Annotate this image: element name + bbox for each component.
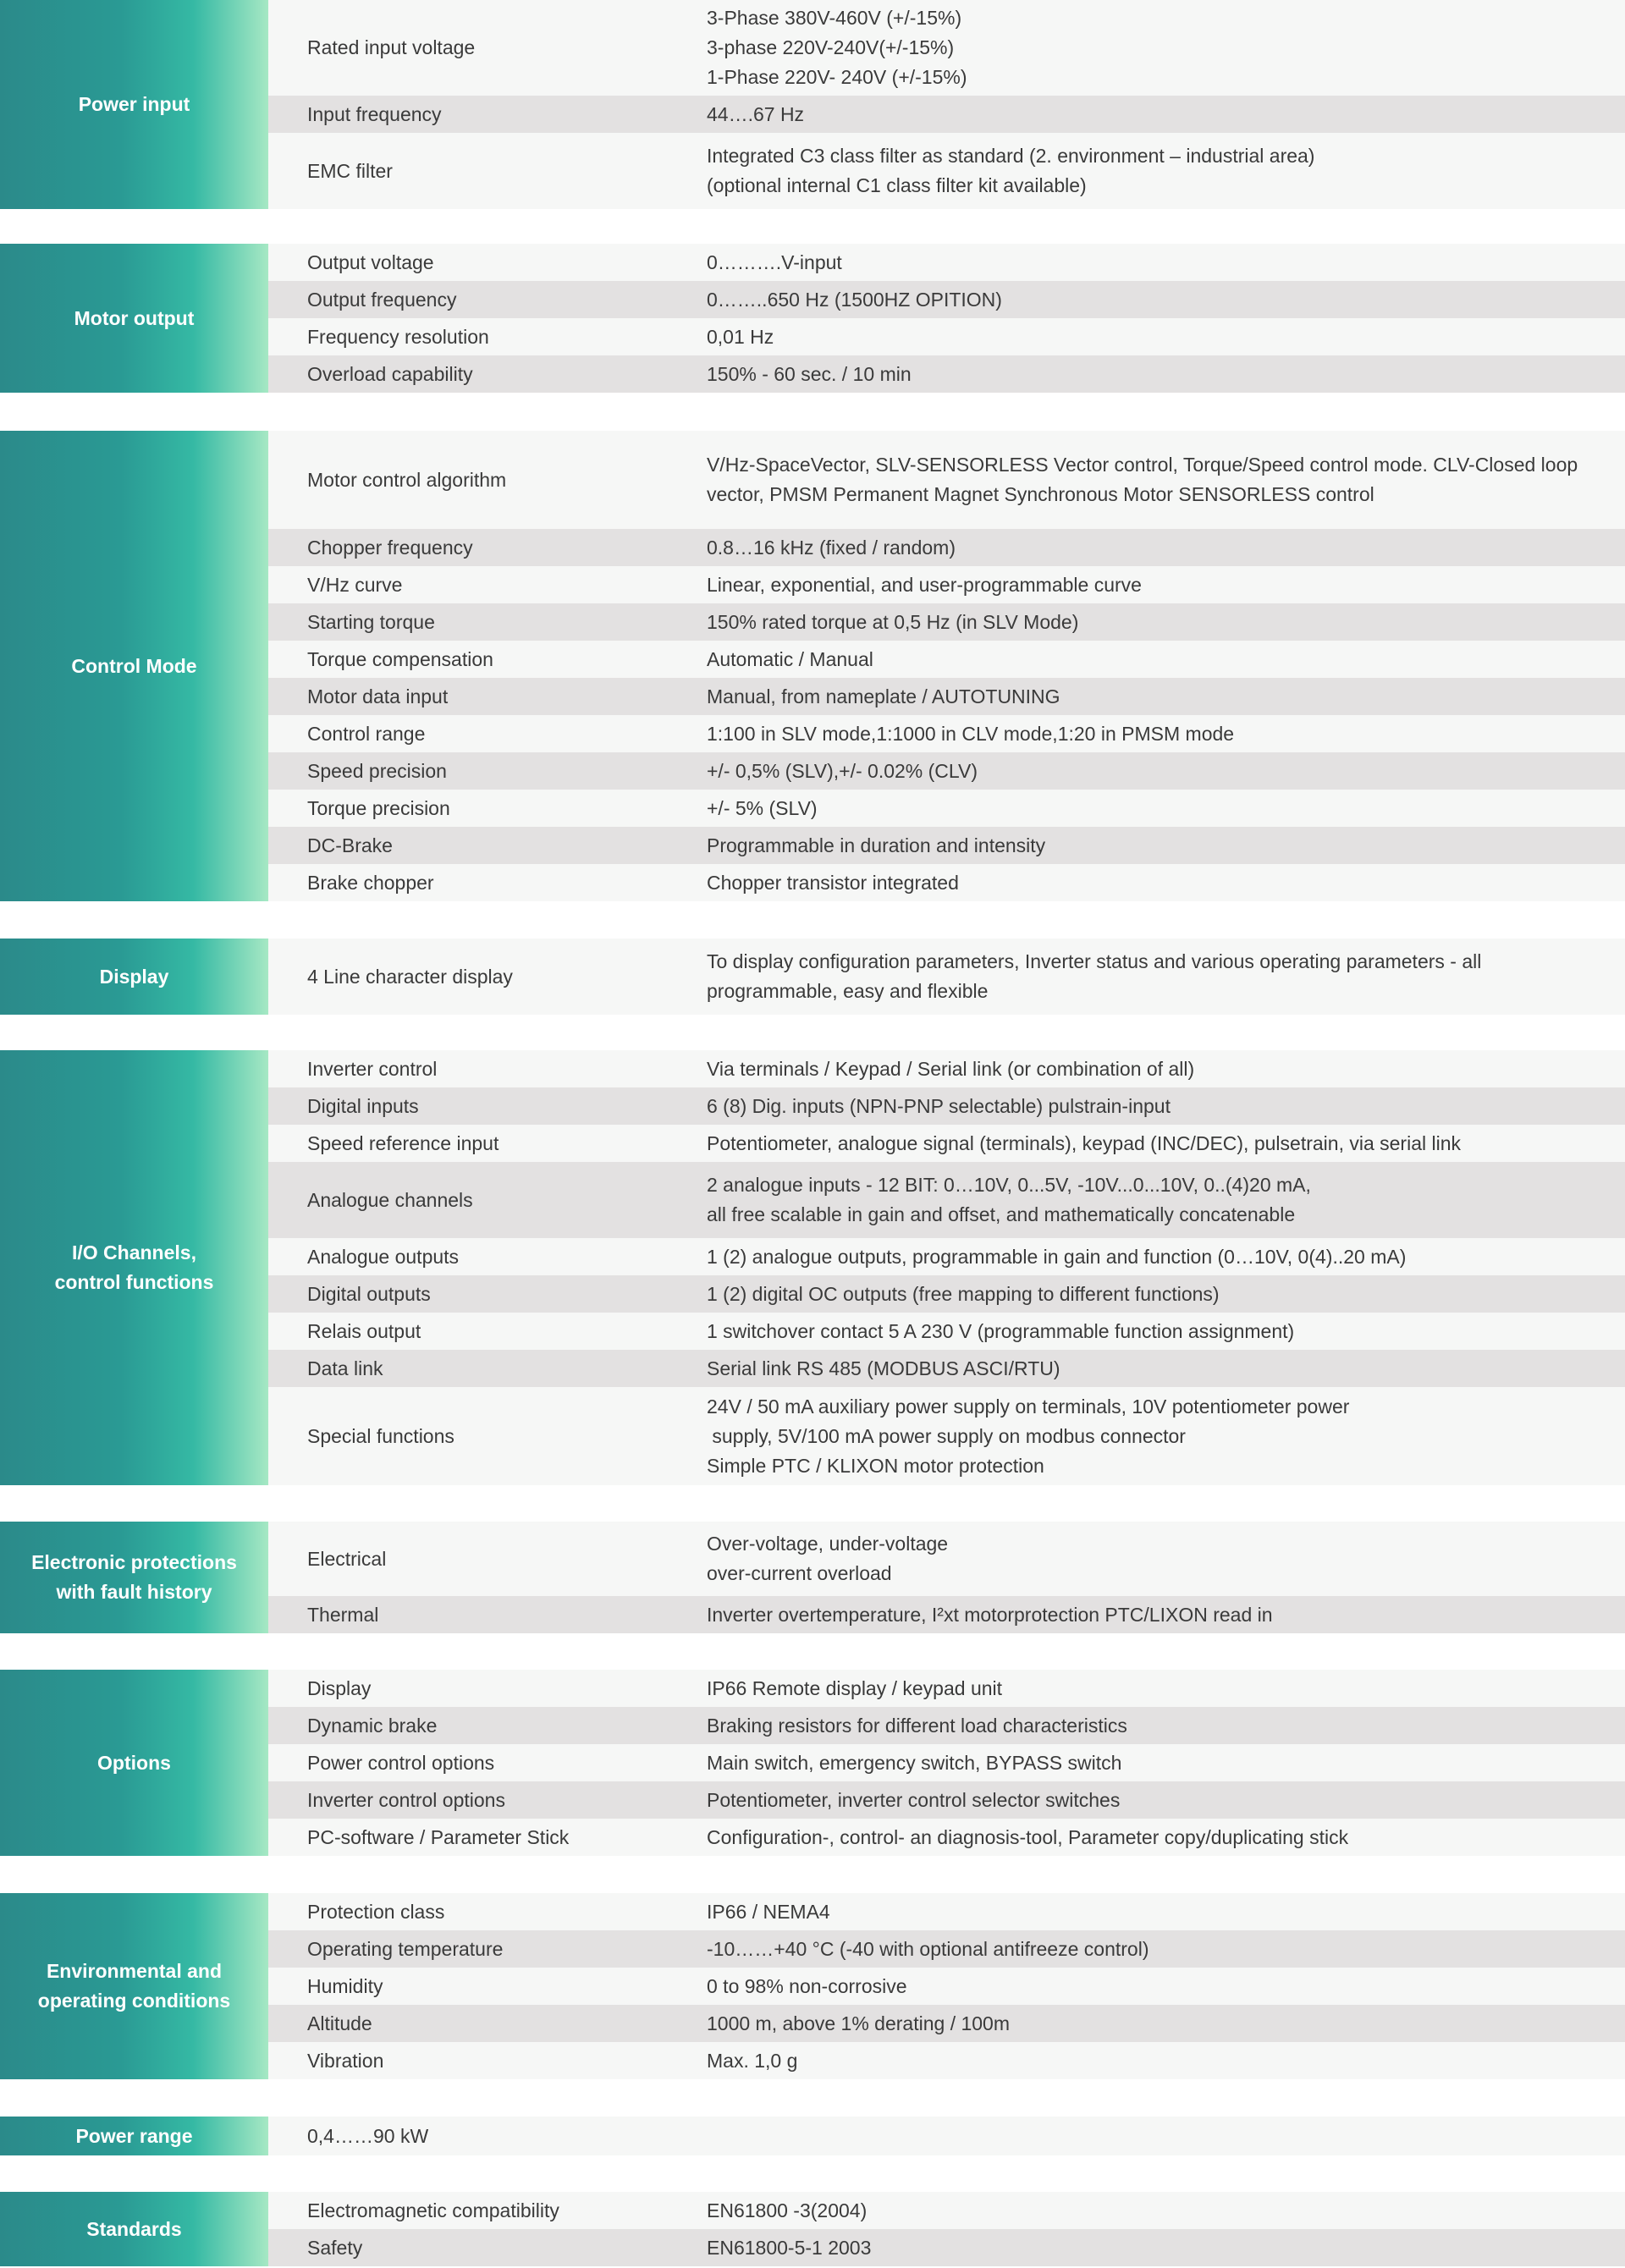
spec-label: Torque compensation: [307, 647, 493, 670]
spec-value-line: 44….67 Hz: [707, 102, 805, 125]
spec-label: Protection class: [307, 1900, 445, 1923]
spec-row-starting-torque: [268, 603, 1625, 641]
spec-row-electrical: [268, 1522, 1625, 1596]
section-title-line: control functions: [54, 1271, 214, 1293]
spec-label: Display: [307, 1676, 372, 1699]
spec-label: Operating temperature: [307, 1937, 504, 1960]
spec-row-operating-temperature: [268, 1930, 1625, 1968]
section-title-line: Control Mode: [71, 654, 197, 677]
section-power-input: [0, 0, 1625, 209]
spec-row-power-control-options: [268, 1744, 1625, 1781]
section-title: [0, 1893, 268, 2079]
spec-rows: [268, 1050, 1625, 1485]
spec-value: [707, 566, 1625, 603]
spec-label: Overload capability: [307, 362, 473, 385]
spec-value: [707, 1930, 1625, 1968]
spec-value-line: Chopper transistor integrated: [707, 871, 959, 894]
spec-label: PC-software / Parameter Stick: [307, 1825, 570, 1848]
spec-label: Humidity: [307, 1974, 383, 1997]
spec-value-line: Inverter overtemperature, I²xt motorprotection PTC/LIXON read in: [707, 1603, 1273, 1626]
spec-value-line: IP66 / NEMA4: [707, 1900, 830, 1923]
spec-row-speed-reference-input: [268, 1125, 1625, 1162]
spec-row-special-functions: [268, 1387, 1625, 1485]
spec-value: [707, 1050, 1625, 1087]
spec-label: Digital inputs: [307, 1094, 419, 1117]
section-title: [0, 0, 268, 209]
section-title-line: Standards: [86, 2217, 182, 2240]
spec-value: [707, 529, 1625, 566]
spec-value: [707, 1238, 1625, 1275]
spec-value: [707, 355, 1625, 393]
spec-value: [707, 1387, 1625, 1485]
spec-label: Starting torque: [307, 610, 435, 633]
spec-rows: [268, 2117, 1625, 2155]
spec-value: [707, 1313, 1625, 1350]
spec-label: Vibration: [307, 2049, 384, 2072]
spec-value: [707, 1596, 1625, 1633]
section-title: [0, 1050, 268, 1485]
spec-rows: [268, 0, 1625, 209]
spec-label: Data link: [307, 1357, 383, 1379]
spec-label: Special functions: [307, 1424, 454, 1447]
spec-row-digital-outputs: [268, 1275, 1625, 1313]
spec-rows: [268, 1522, 1625, 1633]
spec-value-line: 1 (2) digital OC outputs (free mapping to different functions): [707, 1282, 1220, 1305]
spec-value: [707, 318, 1625, 355]
spec-rows: [268, 2192, 1625, 2266]
section-title-line: with fault history: [56, 1581, 212, 1603]
spec-value: [707, 715, 1625, 752]
spec-row-inverter-control: [268, 1050, 1625, 1087]
spec-row-data-link: [268, 1350, 1625, 1387]
spec-value: [707, 244, 1625, 281]
spec-label: Safety: [307, 2236, 363, 2259]
spec-label: Motor control algorithm: [307, 468, 507, 491]
spec-value: [707, 603, 1625, 641]
spec-value: [707, 1744, 1625, 1781]
spec-row-torque-compensation: [268, 641, 1625, 678]
spec-value: [707, 1670, 1625, 1707]
spec-row-relais-output: [268, 1313, 1625, 1350]
spec-value: [707, 864, 1625, 901]
section-title: [0, 1522, 268, 1633]
spec-row-emc-filter: [268, 133, 1625, 209]
spec-row-display: [268, 1670, 1625, 1707]
spec-value: [707, 1893, 1625, 1930]
spec-row-humidity: [268, 1968, 1625, 2005]
spec-value: [707, 2042, 1625, 2079]
spec-value-line: Potentiometer, analogue signal (terminals), keypad (INC/DEC), pulsetrain, via serial link: [707, 1131, 1462, 1154]
section-title-line: Display: [99, 965, 169, 988]
spec-row-frequency-resolution: [268, 318, 1625, 355]
spec-value: [707, 752, 1625, 790]
section-motor-output: [0, 244, 1625, 393]
spec-label: Altitude: [307, 2012, 372, 2034]
spec-value: [707, 790, 1625, 827]
spec-row-altitude: [268, 2005, 1625, 2042]
spec-value: [707, 2117, 1625, 2155]
spec-row-analogue-channels: [268, 1162, 1625, 1238]
spec-label: Speed precision: [307, 759, 447, 782]
spec-value-line: 1-Phase 220V- 240V (+/-15%): [707, 66, 967, 88]
spec-label: Brake chopper: [307, 871, 434, 894]
spec-value: [707, 1350, 1625, 1387]
spec-value: [707, 939, 1625, 1015]
spec-row-safety: [268, 2229, 1625, 2266]
section-title: [0, 244, 268, 393]
spec-value-line: Over-voltage, under-voltage: [707, 1533, 949, 1555]
spec-value-line: Manual, from nameplate / AUTOTUNING: [707, 685, 1060, 707]
spec-label: V/Hz curve: [307, 573, 403, 596]
spec-row-input-frequency: [268, 96, 1625, 133]
spec-rows: [268, 1893, 1625, 2079]
spec-label: Input frequency: [307, 102, 442, 125]
spec-label: EMC filter: [307, 159, 393, 182]
spec-row-speed-precision: [268, 752, 1625, 790]
spec-value-line: Via terminals / Keypad / Serial link (or combination of all): [707, 1057, 1195, 1080]
spec-label: 4 Line character display: [307, 965, 513, 988]
spec-value: [707, 133, 1625, 209]
spec-row-v-hz-curve: [268, 566, 1625, 603]
spec-label: Electromagnetic compatibility: [307, 2199, 559, 2221]
spec-label: Electrical: [307, 1547, 387, 1570]
spec-value-line: 24V / 50 mA auxiliary power supply on terminals, 10V potentiometer power: [707, 1395, 1350, 1418]
spec-value: [707, 1275, 1625, 1313]
spec-value: [707, 431, 1625, 529]
spec-value-line: 1000 m, above 1% derating / 100m: [707, 2012, 1011, 2034]
spec-value: [707, 1781, 1625, 1819]
spec-value: [707, 1125, 1625, 1162]
spec-value-line: 2 analogue inputs - 12 BIT: 0…10V, 0...5V, -10V...0...10V, 0..(4)20 mA,: [707, 1174, 1311, 1196]
spec-value-line: EN61800 -3(2004): [707, 2199, 868, 2221]
spec-row-brake-chopper: [268, 864, 1625, 901]
spec-label: Speed reference input: [307, 1131, 499, 1154]
section-title-line: operating conditions: [37, 1990, 231, 2012]
spec-value-line: supply, 5V/100 mA power supply on modbus connector: [707, 1424, 1186, 1447]
spec-row-dc-brake: [268, 827, 1625, 864]
spec-value: [707, 1162, 1625, 1238]
spec-label: Analogue outputs: [307, 1245, 460, 1268]
section-standards: [0, 2192, 1625, 2266]
spec-value-line: 0……..650 Hz (1500HZ OPITION): [707, 288, 1002, 311]
section-i-o-channels-control-functions: [0, 1050, 1625, 1485]
spec-value-line: +/- 0,5% (SLV),+/- 0.02% (CLV): [707, 759, 978, 782]
spec-row-chopper-frequency: [268, 529, 1625, 566]
spec-value: [707, 0, 1625, 96]
spec-value-line: IP66 Remote display / keypad unit: [707, 1676, 1003, 1699]
spec-value-line: 1 (2) analogue outputs, programmable in gain and function (0…10V, 0(4)..20 mA): [707, 1245, 1407, 1268]
spec-value-line: 3-phase 220V-240V(+/-15%): [707, 36, 955, 58]
spec-value: [707, 678, 1625, 715]
spec-label: Analogue channels: [307, 1188, 473, 1211]
spec-label: Digital outputs: [307, 1282, 431, 1305]
spec-value-line: Simple PTC / KLIXON motor protection: [707, 1454, 1044, 1477]
spec-value-line: V/Hz-SpaceVector, SLV-SENSORLESS Vector control, Torque/Speed control mode. CLV-Closed loop: [707, 454, 1578, 476]
spec-value-line: 0,01 Hz: [707, 325, 774, 348]
spec-label: Power control options: [307, 1751, 495, 1774]
section-options: [0, 1670, 1625, 1856]
spec-value: [707, 2192, 1625, 2229]
section-title: [0, 431, 268, 901]
section-electronic-protections-with-fault-history: [0, 1522, 1625, 1633]
spec-row-0-4-90-kw: [268, 2117, 1625, 2155]
section-title: [0, 2192, 268, 2266]
spec-row-electromagnetic-compatibility: [268, 2192, 1625, 2229]
spec-row-output-frequency: [268, 281, 1625, 318]
spec-value-line: Potentiometer, inverter control selector switches: [707, 1788, 1121, 1811]
spec-rows: [268, 431, 1625, 901]
spec-value-line: To display configuration parameters, Inverter status and various operating parameters - all: [707, 950, 1482, 972]
spec-row-overload-capability: [268, 355, 1625, 393]
spec-rows: [268, 244, 1625, 393]
spec-label: DC-Brake: [307, 834, 393, 856]
section-title-line: Environmental and: [46, 1960, 223, 1982]
spec-label: Frequency resolution: [307, 325, 489, 348]
spec-value-line: Programmable in duration and intensity: [707, 834, 1046, 856]
spec-value-line: Braking resistors for different load characteristics: [707, 1714, 1127, 1737]
spec-rows: [268, 939, 1625, 1015]
spec-value: [707, 281, 1625, 318]
section-title-line: Motor output: [74, 306, 195, 329]
spec-row-4-line-character-display: [268, 939, 1625, 1015]
spec-value-line: 6 (8) Dig. inputs (NPN-PNP selectable) pulstrain-input: [707, 1094, 1171, 1117]
spec-row-control-range: [268, 715, 1625, 752]
spec-row-vibration: [268, 2042, 1625, 2079]
spec-row-digital-inputs: [268, 1087, 1625, 1125]
spec-value-line: Configuration-, control- an diagnosis-tool, Parameter copy/duplicating stick: [707, 1825, 1349, 1848]
spec-value-line: over-current overload: [707, 1562, 892, 1584]
spec-label: Control range: [307, 722, 426, 745]
spec-value-line: -10……+40 °C (-40 with optional antifreeze control): [707, 1937, 1149, 1960]
spec-label: Chopper frequency: [307, 536, 473, 559]
spec-value: [707, 1707, 1625, 1744]
spec-value-line: Main switch, emergency switch, BYPASS switch: [707, 1751, 1122, 1774]
spec-value: [707, 96, 1625, 133]
section-title: [0, 1670, 268, 1856]
section-title: [0, 2117, 268, 2155]
spec-row-inverter-control-options: [268, 1781, 1625, 1819]
section-display: [0, 939, 1625, 1015]
section-title-line: Power range: [75, 2124, 193, 2147]
spec-row-protection-class: [268, 1893, 1625, 1930]
spec-label: Rated input voltage: [307, 36, 476, 58]
spec-value-line: vector, PMSM Permanent Magnet Synchronous Motor SENSORLESS control: [707, 483, 1374, 505]
spec-value-line: 150% - 60 sec. / 10 min: [707, 362, 912, 385]
spec-label: Output voltage: [307, 250, 434, 273]
spec-value: [707, 2229, 1625, 2266]
spec-row-pc-software-parameter-stick: [268, 1819, 1625, 1856]
spec-value-line: all free scalable in gain and offset, and mathematically concatenable: [707, 1203, 1296, 1225]
spec-value-line: 0.8…16 kHz (fixed / random): [707, 536, 956, 559]
spec-value-line: 150% rated torque at 0,5 Hz (in SLV Mode): [707, 610, 1079, 633]
spec-value-line: Linear, exponential, and user-programmable curve: [707, 573, 1142, 596]
spec-value-line: +/- 5% (SLV): [707, 796, 818, 819]
spec-label: Dynamic brake: [307, 1714, 438, 1737]
spec-label: Thermal: [307, 1603, 379, 1626]
spec-value-line: 0……….V-input: [707, 250, 842, 273]
spec-value-line: 3-Phase 380V-460V (+/-15%): [707, 7, 962, 29]
spec-value: [707, 1968, 1625, 2005]
section-title: [0, 939, 268, 1015]
section-title-line: Options: [97, 1751, 171, 1774]
spec-label: 0,4……90 kW: [307, 2124, 429, 2147]
spec-row-motor-control-algorithm: [268, 431, 1625, 529]
section-title-line: Electronic protections: [31, 1551, 237, 1573]
spec-label: Inverter control options: [307, 1788, 505, 1811]
spec-label: Output frequency: [307, 288, 457, 311]
spec-value: [707, 641, 1625, 678]
spec-value-line: 1 switchover contact 5 A 230 V (programmable function assignment): [707, 1319, 1295, 1342]
spec-value-line: 0 to 98% non-corrosive: [707, 1974, 907, 1997]
spec-value: [707, 827, 1625, 864]
spec-value: [707, 2005, 1625, 2042]
spec-row-torque-precision: [268, 790, 1625, 827]
spec-row-thermal: [268, 1596, 1625, 1633]
spec-label: Motor data input: [307, 685, 449, 707]
spec-value: [707, 1819, 1625, 1856]
spec-value-line: Integrated C3 class filter as standard (2. environment – industrial area): [707, 145, 1315, 167]
section-title-line: I/O Channels,: [72, 1241, 196, 1263]
spec-value-line: programmable, easy and flexible: [707, 980, 989, 1002]
spec-label: Relais output: [307, 1319, 421, 1342]
spec-value-line: Max. 1,0 g: [707, 2049, 798, 2072]
spec-row-output-voltage: [268, 244, 1625, 281]
spec-value-line: Serial link RS 485 (MODBUS ASCI/RTU): [707, 1357, 1060, 1379]
spec-row-analogue-outputs: [268, 1238, 1625, 1275]
section-control-mode: [0, 431, 1625, 901]
spec-value-line: Automatic / Manual: [707, 647, 873, 670]
spec-rows: [268, 1670, 1625, 1856]
section-power-range: [0, 2117, 1625, 2155]
spec-value: [707, 1522, 1625, 1596]
spec-label: Torque precision: [307, 796, 450, 819]
spec-value-line: EN61800-5-1 2003: [707, 2236, 872, 2259]
spec-value: [707, 1087, 1625, 1125]
spec-row-rated-input-voltage: [268, 0, 1625, 96]
spec-row-motor-data-input: [268, 678, 1625, 715]
section-title-line: Power input: [78, 93, 190, 115]
spec-row-dynamic-brake: [268, 1707, 1625, 1744]
spec-label: Inverter control: [307, 1057, 438, 1080]
spec-value-line: 1:100 in SLV mode,1:1000 in CLV mode,1:20 in PMSM mode: [707, 722, 1235, 745]
section-environmental-and-operating-conditions: [0, 1893, 1625, 2079]
spec-value-line: (optional internal C1 class filter kit available): [707, 174, 1087, 196]
